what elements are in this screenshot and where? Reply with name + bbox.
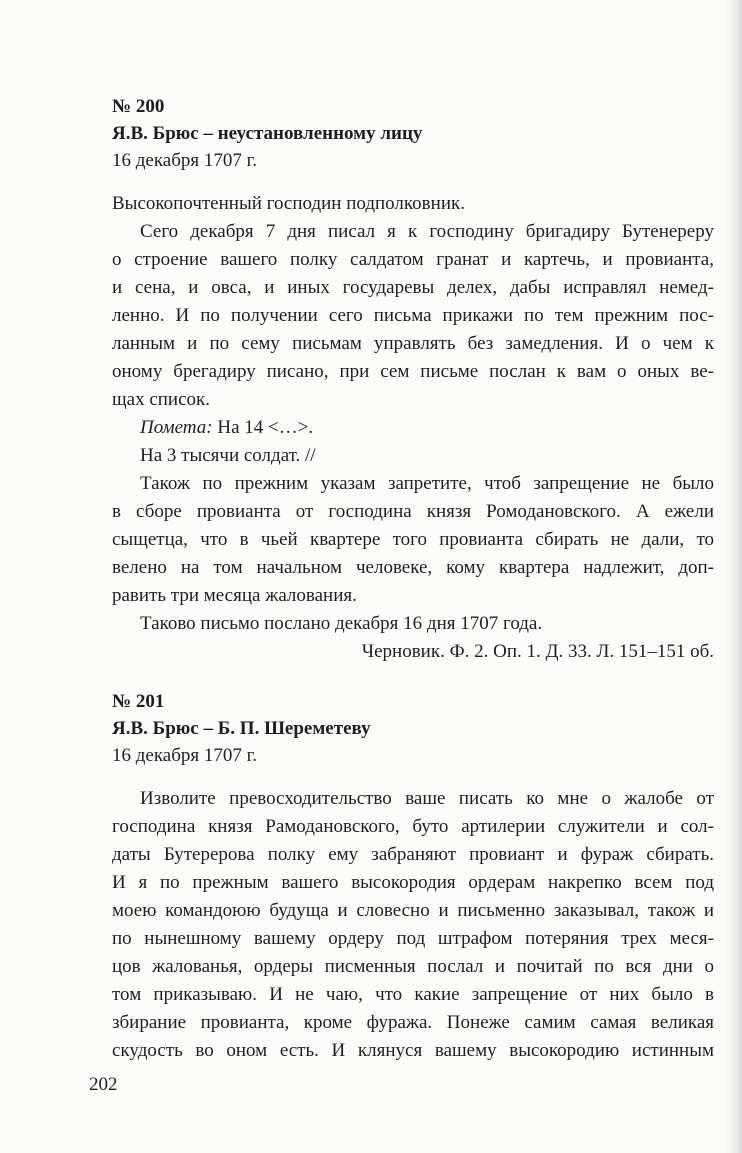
archival-reference: Черновик. Ф. 2. Оп. 1. Д. 33. Л. 151–151 об.: [361, 641, 714, 662]
page-edge-shadow: [724, 0, 742, 1153]
section-spacer: [112, 666, 714, 688]
text-line: по нынешному вашему ордеру под штрафом потеряния трех меся-: [112, 928, 714, 949]
text-line: том приказываю. И не чаю, что какие запрещение от них было в: [112, 984, 714, 1005]
text-line: ланным и по сему письмам управлять без замедления. И о чем к: [112, 333, 714, 354]
text-line: ленно. И по получении сего письма прикажи по тем прежним пос-: [112, 305, 714, 326]
page-number: 202: [89, 1074, 118, 1095]
text-line: збирание провианта, кроме фуража. Понеже самим самая великая: [112, 1012, 714, 1033]
text-line: Таково письмо послано декабря 16 дня 1707 года.: [140, 613, 543, 634]
text-line: равить три месяца жалования.: [112, 585, 357, 606]
text-line: И я по прежным вашего высокородия ордерам накрепко всем под: [112, 872, 714, 893]
document-title: Я.В. Брюс – Б. П. Шереметеву: [112, 718, 371, 739]
text-line: Також по прежним указам запретите, чтоб запрещение не было: [140, 473, 714, 494]
document-number: № 200: [112, 96, 165, 117]
text-line: в сборе провианта от господина князя Ромодановского. А ежели: [112, 501, 714, 522]
text-line: господина князя Рамодановского, буто артилерии служители и сол-: [112, 816, 714, 837]
text-line: оному брегадиру писано, при сем письме послан к вам о оных ве-: [112, 361, 714, 382]
text-line: Изволите превосходительство ваше писать ко мне о жалобе от: [140, 788, 714, 809]
text-line: Сего декабря 7 дня писал я к господину бригадиру Бутенереру: [140, 221, 714, 242]
document-number: № 201: [112, 691, 165, 712]
annotation-label: Помета:: [140, 417, 213, 438]
document-title: Я.В. Брюс – неустановленному лицу: [112, 123, 423, 144]
document-date: 16 декабря 1707 г.: [112, 745, 258, 766]
text-line: щах список.: [112, 389, 210, 410]
text-line: о строение вашего полку салдатом гранат и картечь, и провианта,: [112, 249, 714, 270]
annotation-line: [112, 414, 714, 442]
text-line: На 3 тысячи солдат. //: [140, 445, 316, 466]
document-section: [112, 93, 714, 666]
page-content: [112, 93, 714, 1065]
text-line: сыщетца, что в чьей квартере того провианта сбирать не дали, то: [112, 529, 714, 550]
document-date: 16 декабря 1707 г.: [112, 150, 258, 171]
text-line: и сена, и овса, и иных государевы делех, дабы исправлял немед-: [112, 277, 714, 298]
text-line: скудость во оном есть. И клянуся вашему высокородию истинным: [112, 1040, 714, 1061]
text-line: велено на том начальном человеке, кому квартера надлежит, доп-: [112, 557, 714, 578]
text-line: Высокопочтенный господин подполковник.: [112, 193, 465, 214]
text-line: даты Бутерерова полку ему забраняют провиант и фураж сбирать.: [112, 844, 714, 865]
text-line: моею командоюю будуща и словесно и письменно заказывал, також и: [112, 900, 714, 921]
annotation-text: На 14 <…>.: [217, 417, 314, 438]
text-line: цов жалованья, ордеры писменныя послал и почитай по вся дни о: [112, 956, 714, 977]
document-section: [112, 688, 714, 1065]
